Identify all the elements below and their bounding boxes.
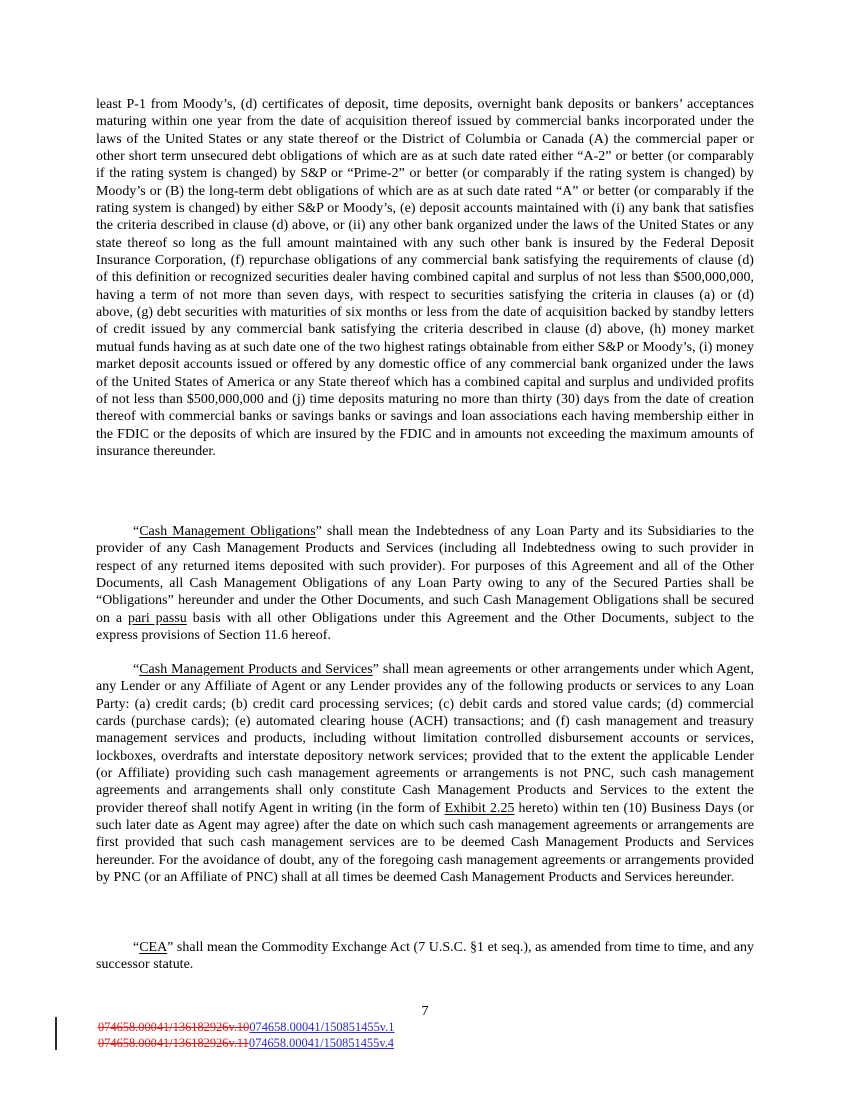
- revision-change-bar: [55, 1017, 57, 1050]
- text-segment: ” shall mean agreements or other arrangements under which Agent, any Lender or any Affiliate of Agent or any Lender provides any of the following products or services to any Loan Party: (a) credit cards; (b) credit card processing services; (c) debit cards and stored value cards; (d) commercial cards (purchase cards); (e) automated clearing house (ACH) transactions; and (f) cash management and treasury management services and products, including without limitation controlled disbursement accounts or services, lockboxes, overdrafts and interstate depository network services; provided that to the extent the applicable Lender (or Affiliate) providing such cash management agreements or arrangements is not PNC, such cash management agreements and arrangements shall only constitute Cash Management Products and Services to the extent the provider thereof shall notify Agent in writing (in the form of: [96, 662, 754, 816]
- paragraph-cash-management-products-and-services: [96, 661, 754, 886]
- underlined-term: Cash Management Obligations: [139, 524, 316, 539]
- underlined-term: CEA: [139, 940, 168, 955]
- document-id-footer: [98, 1020, 394, 1052]
- footer-line: [98, 1020, 394, 1036]
- text-segment: basis with all other Obligations under this Agreement and the Other Documents, subject to the express provisions of Section 11.6 hereof.: [96, 610, 754, 644]
- footer-line: [98, 1036, 394, 1052]
- text-segment: least P-1 from Moody’s, (d) certificates of deposit, time deposits, overnight bank deposits or bankers’ acceptances maturing within one year from the date of acquisition thereof issued by commercial banks incorporated under the laws of the United States or any state thereof or the District of Columbia or Canada (A) the commercial paper or other short term unsecured debt obligations of which are as at such date rated either “A-2” or better (or comparably if the rating system is changed) by S&P or “Prime-2” or better (or comparably if the rating system is changed) by Moody’s or (B) the long-term debt obligations of which are as at such date rated “A” or better (or comparably if the rating system is changed) by either S&P or Moody’s, (e) deposit accounts maintained with (i) any bank that satisfies the criteria described in clause (d) above, or (ii) any other bank organized under the laws of the United States or any state thereof so long as the full amount maintained with any such other bank is insured by the Federal Deposit Insurance Corporation, (f) repurchase obligations of any commercial bank satisfying the requirements of clause (d) of this definition or recognized securities dealer having combined capital and surplus of not less than $500,000,000, having a term of not more than seven days, with respect to securities satisfying the criteria in clauses (a) or (d) above, (g) debt securities with maturities of six months or less from the date of acquisition backed by standby letters of credit issued by any commercial bank satisfying the criteria described in clause (d) above, (h) money market mutual funds having as at such date one of the two highest ratings obtainable from either S&P or Moody’s, (i) money market deposit accounts issued or offered by any domestic office of any commercial bank organized under the laws of the United States of America or any State thereof which has a combined capital and surplus and undivided profits of not less than $500,000,000 and (j) time deposits maturing no more than thirty (30) days from the date of creation thereof with commercial banks or savings banks or savings and loan associations each having membership either in the FDIC or the deposits of which are insured by the FDIC and in amounts not exceeding the maximum amounts of insurance thereunder.: [96, 97, 754, 459]
- inserted-document-id: 074658.00041/150851455v.4: [248, 1035, 395, 1050]
- text-segment: hereto) within ten (10) Business Days (or such later date as Agent may agree) after the date on which such cash management agreements or arrangements are first provided that such cash management services are to be deemed Cash Management Products and Services hereunder. For the avoidance of doubt, any of the foregoing cash management agreements or arrangements provided by PNC (or an Affiliate of PNC) shall at all times be deemed Cash Management Products and Services hereunder.: [96, 800, 754, 886]
- underlined-term: Cash Management Products and Services: [139, 662, 373, 677]
- text-segment: “: [133, 524, 140, 539]
- text-segment: “: [133, 940, 140, 955]
- text-segment: ” shall mean the Commodity Exchange Act (7 U.S.C. §1 et seq.), as amended from time to time, and any successor statute.: [96, 940, 754, 973]
- underlined-term: Exhibit 2.25: [444, 800, 515, 816]
- paragraph-cea: [96, 939, 754, 974]
- page-number: 7: [421, 1004, 429, 1019]
- text-segment: “: [133, 662, 140, 677]
- deleted-document-id: 074658.00041/136182926v.10: [98, 1020, 250, 1034]
- deleted-document-id: 074658.00041/136182926v.11: [98, 1035, 249, 1050]
- paragraph-cash-management-obligations: [96, 523, 754, 644]
- paragraph-continuation: [96, 96, 754, 460]
- inserted-document-id: 074658.00041/150851455v.1: [249, 1020, 395, 1034]
- underlined-term: pari passu: [128, 610, 187, 626]
- text-segment: ” shall mean the Indebtedness of any Loan Party and its Subsidiaries to the provider of any Cash Management Products and Services (including all Indebtedness owing to such provider in respect of any returned items deposited with such provider). For purposes of this Agreement and all of the Other Documents, all Cash Management Obligations of any Loan Party owing to any of the Secured Parties shall be “Obligations” hereunder and under the Other Documents, and such Cash Management Obligations shall be secured on a: [96, 524, 754, 626]
